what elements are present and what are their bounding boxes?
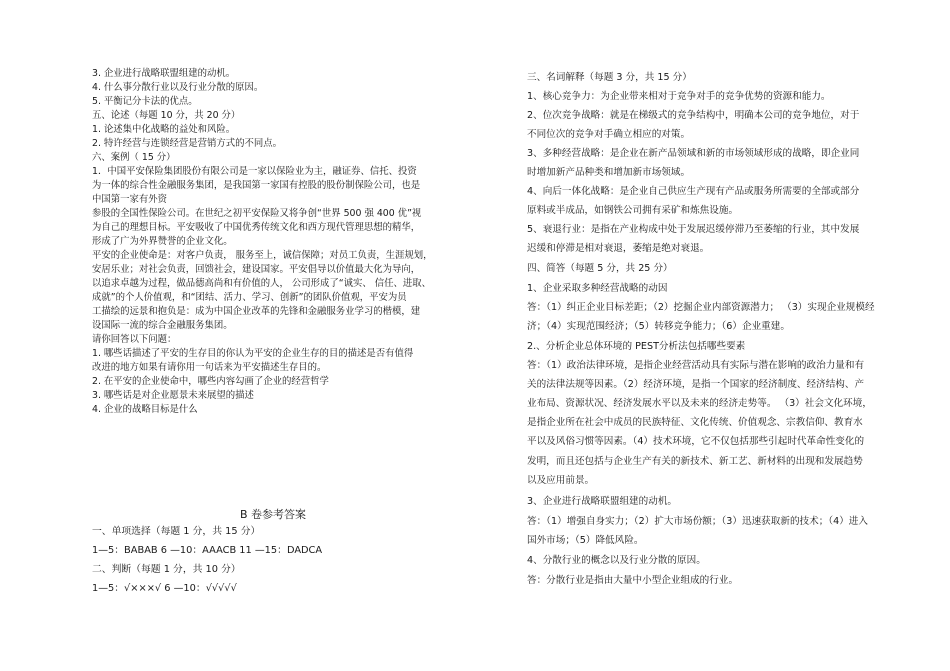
text-line: 济；（4）实现范围经济；（5）转移竞争能力；（6）企业重建。 [527, 321, 790, 332]
section-heading: 六、案例（ 15 分） [92, 152, 176, 163]
text-line: 关的法律法规等因素。（2）经济环境，是指一个国家的经济制度、经济结构、产 [527, 379, 865, 390]
text-line: 为一体的综合性金融服务集团，是我国第一家国有控股的股份制保险公司，也是 [92, 180, 421, 191]
text-line: 平安的企业使命是：对客户负责， 服务至上，诚信保障；对员工负责，生涯规划， [92, 250, 433, 261]
text-line: 1、企业采取多种经营战略的动因 [527, 283, 668, 294]
text-line: 平以及风俗习惯等因素。（4）技术环境，它不仅包括那些引起时代革命性变化的 [527, 436, 865, 447]
text-line: 1、核心竞争力：为企业带来相对于竞争对手的竞争优势的资源和能力。 [527, 91, 831, 102]
section-heading: 四、简答（每题 5 分，共 25 分） [527, 263, 673, 274]
text-line: 参股的全国性保险公司。在世纪之初平安保险又将争创“世界 500 强 400 优”视 [92, 208, 422, 219]
text-line: 以追求卓越为过程，做品德高尚和有价值的人， 公司形成了“诚实、 信任、进取、 [92, 278, 431, 289]
text-line: 3、多种经营战略：是企业在新产品领域和新的市场领域形成的战略，即企业同 [527, 148, 860, 159]
section-heading: 二、判断（每题 1 分，共 10 分） [92, 564, 241, 575]
section-heading: 一、单项选择（每题 1 分，共 15 分） [92, 526, 261, 537]
text-line: 4、分散行业的概念以及行业分散的原因。 [527, 555, 706, 566]
text-line: 2、位次竞争战略：就是在梯级式的竞争结构中，明确本公司的竞争地位，对于 [527, 110, 860, 121]
text-line: 迟缓和停滞是相对衰退，萎缩是绝对衰退。 [527, 243, 710, 254]
text-line: 1. 论述集中化战略的益处和风险。 [92, 124, 236, 135]
left-column [0, 0, 470, 671]
text-line: 发明，而且还包括与企业生产有关的新技术、新工艺、新材料的出现和发展趋势 [527, 456, 863, 467]
text-line: 3、企业进行战略联盟组建的动机。 [527, 496, 678, 507]
text-line: 答：（1）政治法律环境，是指企业经营活动具有实际与潜在影响的政治力量和有 [527, 360, 865, 371]
text-line: 成就”的个人价值观，和“团结、活力、学习、创新”的团队价值观，平安为员 [92, 292, 407, 303]
text-line: 3. 哪些话是对企业愿景未来展望的描述 [92, 390, 254, 401]
text-line: 时增加新产品种类和增加新市场领域。 [527, 167, 691, 178]
text-line: 原料或半成品，如钢铁公司拥有采矿和炼焦设施。 [527, 205, 739, 216]
text-line: 是指企业所在社会中成员的民族特征、文化传统、价值观念、宗教信仰、教育水 [527, 417, 863, 428]
answers-title: B 卷参考答案 [240, 508, 307, 521]
text-line: 为自己的理想目标。平安吸收了中国优秀传统文化和西方现代管理思想的精华， [92, 222, 421, 233]
text-line: 2.、分析企业总体环境的 PEST分析法包括哪些要素 [527, 341, 746, 352]
text-line: 3. 企业进行战略联盟组建的动机。 [92, 68, 236, 79]
text-line: 答：分散行业是指由大量中小型企业组成的行业。 [527, 575, 739, 586]
text-line: 答：（1）增强自身实力；（2）扩大市场份额；（3）迅速获取新的技术；（4）进入 [527, 516, 868, 527]
text-line: 4. 什么事分散行业以及行业分散的原因。 [92, 82, 264, 93]
answer-line: 1—5：√×××√ 6 —10：√√√√√ [92, 583, 237, 594]
text-line: 形成了广为外界赞誉的企业文化。 [92, 236, 233, 247]
section-heading: 三、名词解释（每题 3 分，共 15 分） [527, 72, 692, 83]
text-line: 工描绘的远景和抱负是：成为中国企业改革的先锋和金融服务业学习的楷模，建 [92, 306, 421, 317]
text-line: 安居乐业；对社会负责，回馈社会，建设国家。平安倡导以价值最大化为导向， [92, 264, 421, 275]
text-line: 请你回答以下问题： [92, 334, 177, 345]
text-line: 中国第一家有外资 [92, 194, 168, 205]
answer-line: 1—5：BABAB 6 —10：AAACB 11 —15：DADCA [92, 545, 323, 556]
text-line: 5、衰退行业：是指在产业构成中处于发展迟缓停滞乃至萎缩的行业，其中发展 [527, 224, 860, 235]
text-line: 改进的地方如果有请你用一句话来为平安描述生存目的。 [92, 362, 327, 373]
text-line: 4. 企业的战略目标是什么 [92, 404, 198, 415]
text-line: 2. 在平安的企业使命中，哪些内容勾画了企业的经营哲学 [92, 376, 329, 387]
text-line: 以及应用前景。 [527, 475, 595, 486]
text-line: 业布局、资源状况、经济发展水平以及未来的经济走势等。 （3）社会文化环境， [527, 398, 872, 409]
text-line: 国外市场；（5）降低风险。 [527, 535, 644, 546]
text-line: 5. 平衡记分卡法的优点。 [92, 96, 198, 107]
text-line: 不同位次的竞争对手确立相应的对策。 [527, 129, 691, 140]
text-line: 设国际一流的综合金融服务集团。 [92, 320, 233, 331]
text-line: 1．中国平安保险集团股份有限公司是一家以保险业为主，融证券、信托、投资 [92, 166, 417, 177]
text-line: 2. 特许经营与连锁经营是营销方式的不同点。 [92, 138, 283, 149]
right-column [470, 0, 950, 671]
text-line: 1. 哪些话描述了平安的生存目的你认为平安的企业生存的目的描述是否有值得 [92, 348, 414, 359]
text-line: 4、向后一体化战略：是企业自己供应生产现有产品或服务所需要的全部或部分 [527, 186, 860, 197]
text-line: 答：（1）纠正企业目标差距；（2）挖掘企业内部资源潜力； （3）实现企业规模经 [527, 302, 875, 313]
section-heading: 五、论述（每题 10 分，共 20 分） [92, 110, 241, 121]
